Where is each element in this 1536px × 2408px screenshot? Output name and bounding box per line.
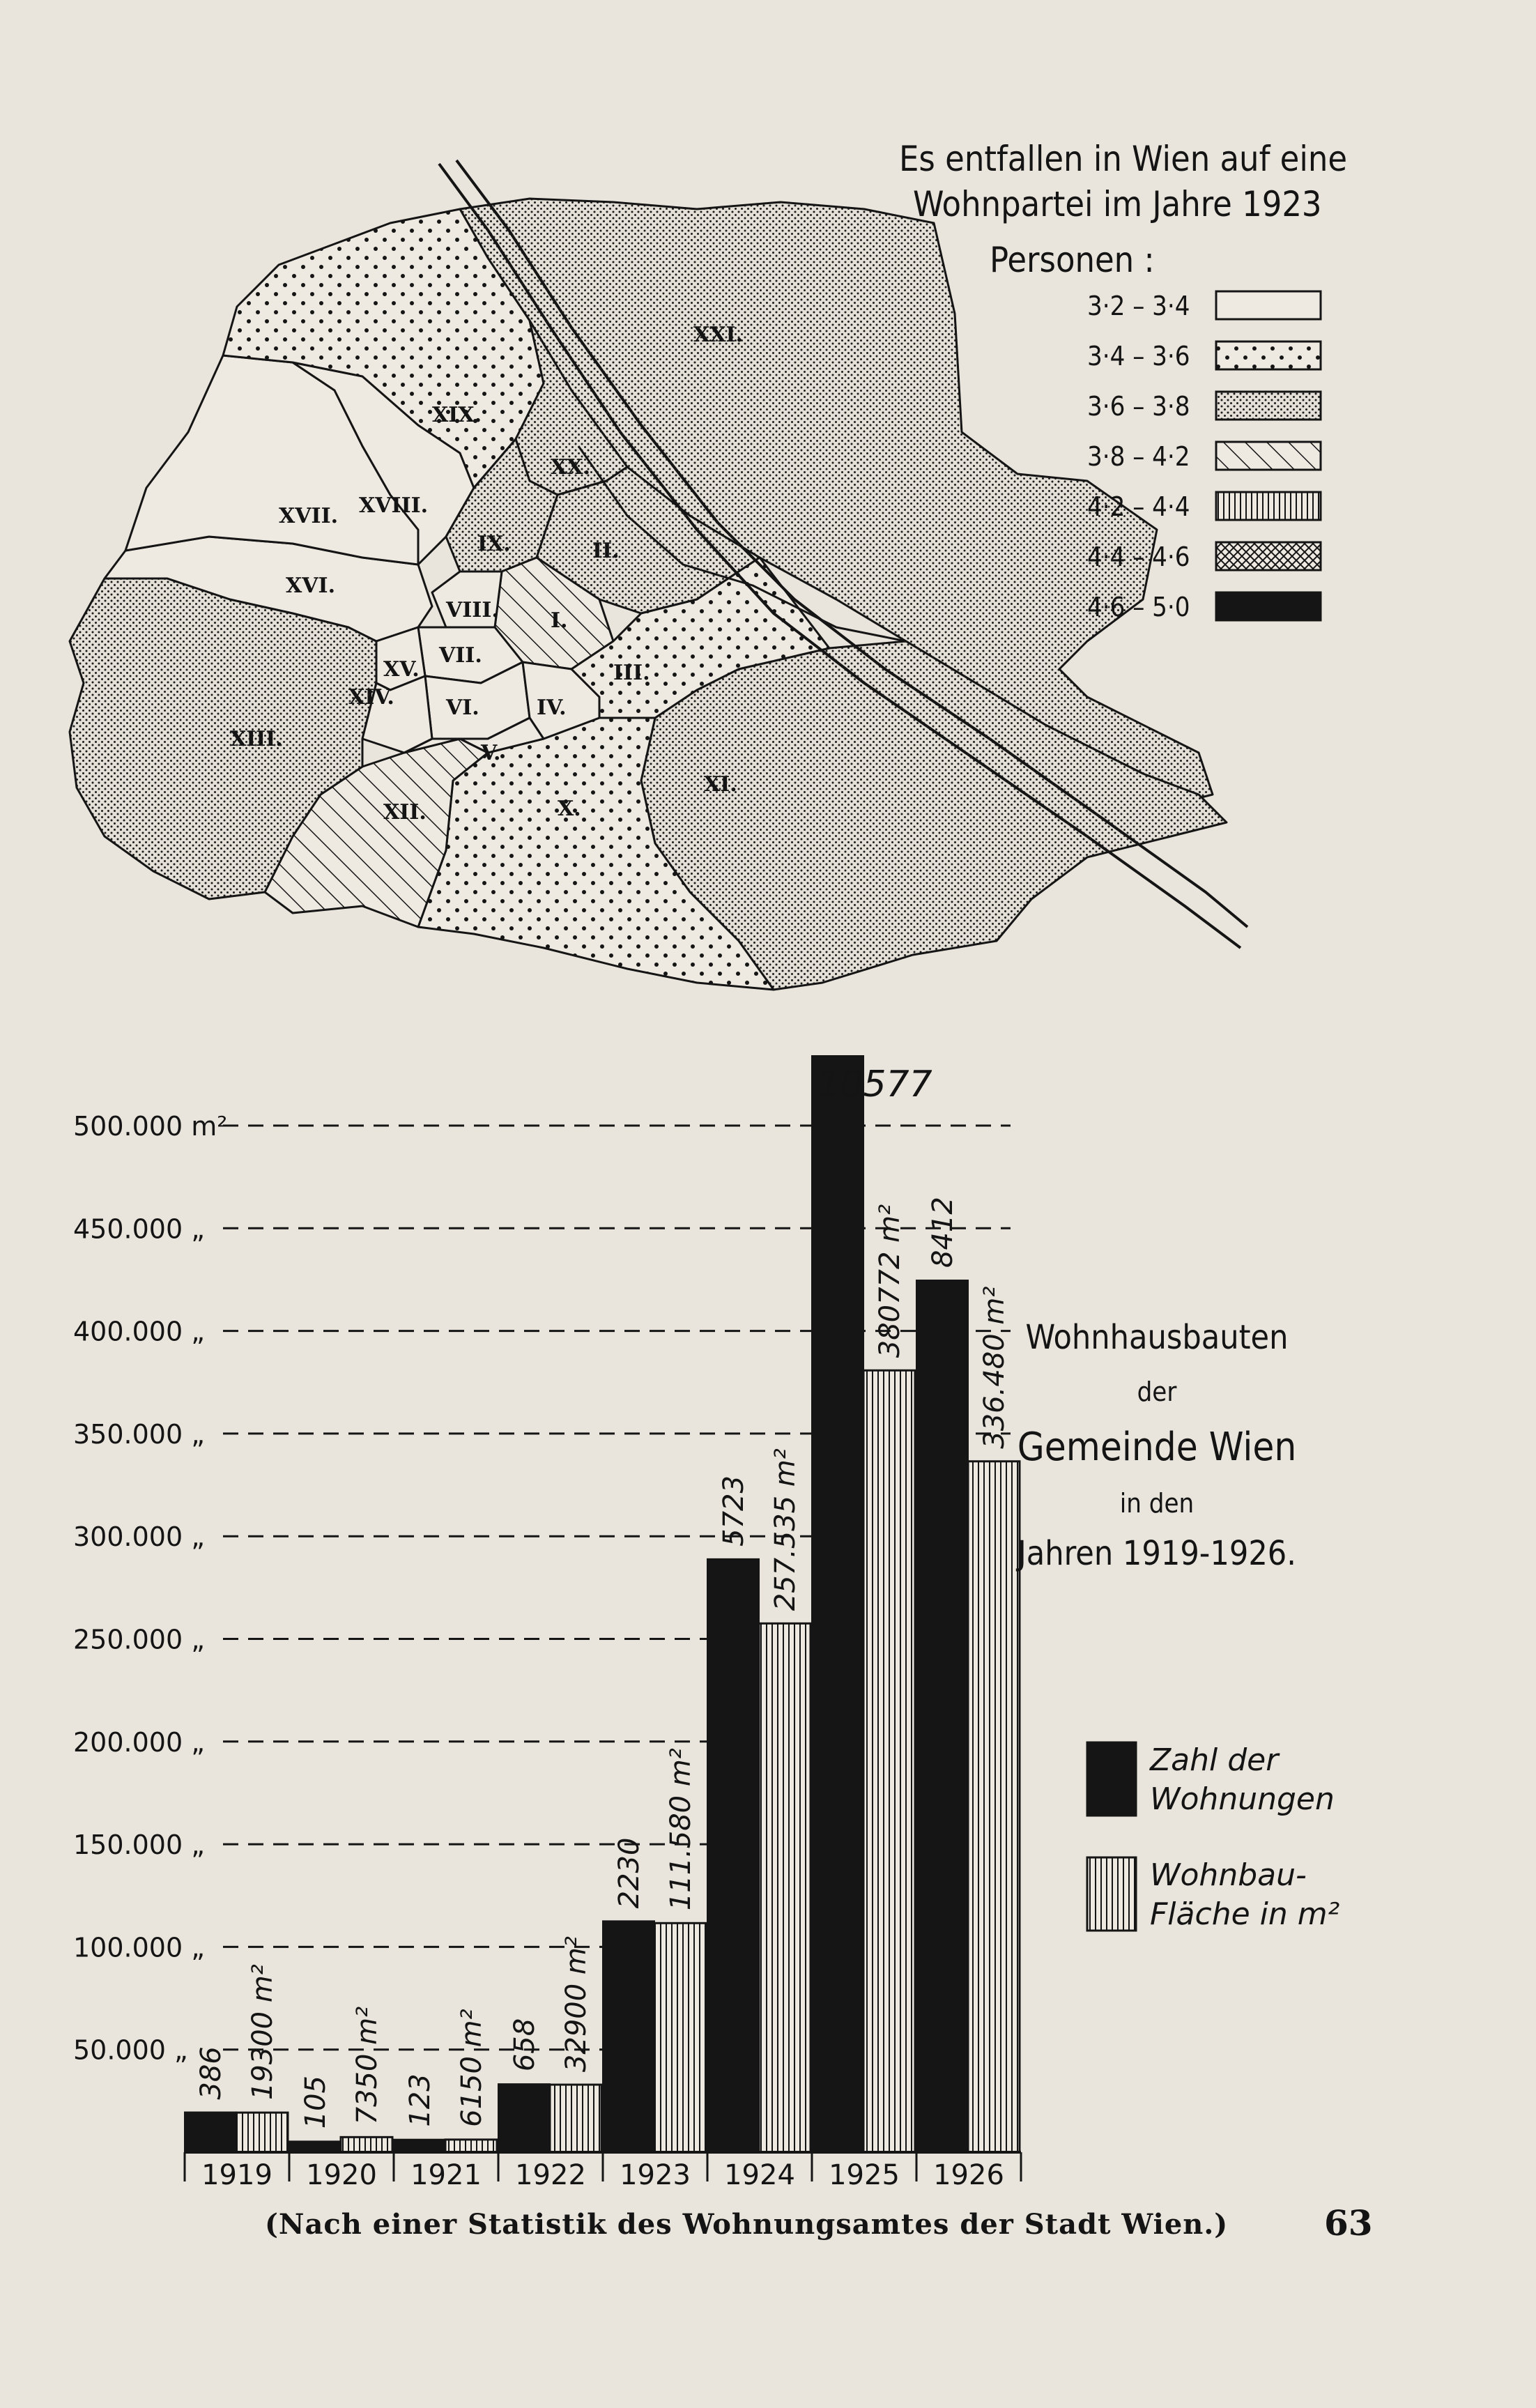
district-label: IX. bbox=[477, 532, 511, 556]
value-label-wohnungen: 10577 bbox=[817, 1064, 932, 1105]
y-tick-label: 450.000 „ bbox=[73, 1213, 205, 1245]
y-tick-label: 300.000 „ bbox=[73, 1521, 205, 1553]
value-label-wohnungen: 105 bbox=[300, 2076, 332, 2129]
map-legend-swatch bbox=[1216, 291, 1321, 319]
district-label: XVII. bbox=[279, 504, 339, 528]
map-legend-item bbox=[1087, 341, 1321, 371]
district-label: VI. bbox=[446, 696, 479, 720]
y-tick-label: 250.000 „ bbox=[73, 1624, 205, 1655]
chart-title-line-1: Wohnhausbauten bbox=[1025, 1318, 1289, 1357]
chart-title bbox=[1015, 1318, 1296, 1573]
district-label: XIII. bbox=[230, 727, 283, 751]
bar-wohnungen bbox=[916, 1280, 968, 2152]
value-label-wohnbauflaeche: 7350 m² bbox=[351, 2006, 383, 2125]
map-legend-swatch bbox=[1216, 342, 1321, 369]
map-legend-label: 3·8 – 4·2 bbox=[1087, 441, 1190, 472]
value-label-wohnbauflaeche: 111.580 m² bbox=[665, 1748, 697, 1911]
y-tick-label: 400.000 „ bbox=[73, 1316, 205, 1347]
bar-wohnbauflaeche bbox=[863, 1370, 915, 2152]
map-title-line-1: Es entfallen in Wien auf eine bbox=[899, 139, 1348, 179]
value-label-wohnungen: 123 bbox=[404, 2073, 436, 2127]
chart-legend-label: Zahl der bbox=[1150, 1742, 1279, 1778]
district-label: II. bbox=[592, 539, 620, 563]
value-label-wohnungen: 5723 bbox=[718, 1475, 750, 1547]
x-tick-label: 1922 bbox=[515, 2159, 586, 2191]
map-legend-label: 3·6 – 3·8 bbox=[1087, 391, 1190, 422]
bar-wohnungen bbox=[707, 1559, 759, 2152]
bar-wohnbauflaeche bbox=[654, 1923, 706, 2152]
map-legend-label: 3·4 – 3·6 bbox=[1087, 341, 1190, 371]
bar-wohnungen bbox=[185, 2112, 236, 2152]
chart-legend-item bbox=[1087, 1742, 1335, 1817]
value-label-wohnungen: 658 bbox=[509, 2018, 541, 2072]
map-legend-item bbox=[1087, 542, 1321, 572]
map-legend-item bbox=[1087, 491, 1321, 522]
map-legend-item bbox=[1087, 291, 1321, 321]
district-label: I. bbox=[551, 608, 568, 633]
district-label: XII. bbox=[383, 800, 427, 825]
bar-wohnungen bbox=[289, 2141, 341, 2152]
map-legend-swatch bbox=[1216, 542, 1321, 570]
district-label: XV. bbox=[383, 657, 420, 682]
x-tick-label: 1924 bbox=[724, 2159, 795, 2191]
district-label: XVIII. bbox=[359, 493, 429, 518]
x-tick-label: 1926 bbox=[933, 2159, 1004, 2191]
value-label-wohnbauflaeche: 257.535 m² bbox=[769, 1448, 801, 1611]
value-label-wohnungen: 2230 bbox=[613, 1837, 645, 1909]
district-label: VII. bbox=[439, 643, 482, 668]
value-label-wohnungen: 386 bbox=[195, 2046, 227, 2100]
map-legend-item bbox=[1087, 391, 1321, 422]
y-tick-label: 100.000 „ bbox=[73, 1932, 205, 1963]
map-legend-label: 4·6 – 5·0 bbox=[1087, 592, 1190, 622]
page-number: 63 bbox=[1324, 2202, 1373, 2244]
map-legend-label: 3·2 – 3·4 bbox=[1087, 291, 1190, 321]
district-label: XVI. bbox=[286, 574, 336, 598]
district-label: XIX. bbox=[432, 403, 482, 427]
map-legend-item bbox=[1087, 441, 1321, 472]
district-label: X. bbox=[558, 797, 581, 821]
y-tick-label: 50.000 „ bbox=[73, 2034, 188, 2066]
district-label: IV. bbox=[537, 696, 567, 720]
chart-legend-item bbox=[1087, 1857, 1339, 1932]
map-title-line-2: Wohnpartei im Jahre 1923 bbox=[913, 184, 1322, 224]
bar-wohnbauflaeche bbox=[445, 2140, 497, 2152]
chart-legend-label: Fläche in m² bbox=[1150, 1896, 1340, 1932]
bar-chart bbox=[73, 1056, 1339, 2191]
x-tick-label: 1920 bbox=[306, 2159, 377, 2191]
value-label-wohnbauflaeche: 6150 m² bbox=[456, 2009, 488, 2127]
chart-title-line-4: in den bbox=[1119, 1488, 1195, 1519]
map-legend-swatch bbox=[1216, 492, 1321, 520]
map-title-line-3: Personen : bbox=[990, 240, 1155, 280]
y-tick-label: 350.000 „ bbox=[73, 1418, 205, 1450]
map-legend-swatch bbox=[1216, 592, 1321, 620]
bar-wohnungen bbox=[498, 2084, 550, 2152]
y-tick-label: 500.000 m² bbox=[73, 1111, 228, 1142]
x-axis bbox=[185, 2152, 1021, 2191]
x-tick-label: 1919 bbox=[201, 2159, 272, 2191]
map-legend-swatch bbox=[1216, 442, 1321, 470]
bar-wohnbauflaeche bbox=[341, 2137, 392, 2152]
chart-legend-swatch bbox=[1087, 1857, 1136, 1931]
bar-wohnbauflaeche bbox=[236, 2112, 288, 2152]
district-label: XX. bbox=[551, 455, 590, 480]
figure-caption: (Nach einer Statistik des Wohnungsamtes der Stadt Wien.) bbox=[265, 2208, 1229, 2241]
chart-legend-swatch bbox=[1087, 1742, 1136, 1816]
bar-wohnungen bbox=[603, 1921, 654, 2152]
map-legend-label: 4·4 – 4·6 bbox=[1087, 542, 1190, 572]
y-axis bbox=[73, 1111, 227, 2066]
value-label-wohnbauflaeche: 336.480 m² bbox=[978, 1286, 1011, 1449]
value-label-wohnbauflaeche: 380772 m² bbox=[874, 1204, 906, 1358]
y-tick-label: 150.000 „ bbox=[73, 1830, 205, 1861]
y-tick-label: 200.000 „ bbox=[73, 1726, 205, 1758]
bar-wohnbauflaeche bbox=[550, 2085, 601, 2152]
chart-title-line-3: Gemeinde Wien bbox=[1017, 1425, 1297, 1470]
value-label-wohnungen: 8412 bbox=[927, 1197, 959, 1268]
x-tick-label: 1921 bbox=[410, 2159, 482, 2191]
map-legend-swatch bbox=[1216, 392, 1321, 420]
chart-legend bbox=[1087, 1742, 1339, 1932]
map-legend-item bbox=[1087, 592, 1321, 622]
district-label: XI. bbox=[704, 772, 737, 797]
district-label: VIII. bbox=[446, 598, 499, 622]
bar-wohnbauflaeche bbox=[968, 1462, 1020, 2152]
bar-wohnungen bbox=[812, 1056, 863, 2152]
chart-title-line-5: Jahren 1919-1926. bbox=[1017, 1534, 1296, 1573]
value-label-wohnbauflaeche: 32900 m² bbox=[560, 1936, 592, 2073]
district-label: XXI. bbox=[693, 323, 744, 347]
x-tick-label: 1923 bbox=[620, 2159, 691, 2191]
chart-legend-label: Wohnbau- bbox=[1150, 1857, 1307, 1893]
x-tick-label: 1925 bbox=[829, 2159, 900, 2191]
bar-wohnbauflaeche bbox=[759, 1623, 811, 2152]
map-legend-label: 4·2 – 4·4 bbox=[1087, 491, 1190, 522]
value-label-wohnbauflaeche: 19300 m² bbox=[247, 1964, 279, 2101]
map-title bbox=[899, 139, 1347, 280]
chart-legend-label: Wohnungen bbox=[1150, 1781, 1335, 1817]
chart-title-line-2: der bbox=[1137, 1376, 1177, 1407]
district-map bbox=[70, 160, 1247, 990]
district-label: III. bbox=[613, 661, 650, 685]
district-label: V. bbox=[481, 741, 501, 765]
bar-wohnungen bbox=[394, 2140, 445, 2152]
district-label: XIV. bbox=[348, 685, 394, 710]
